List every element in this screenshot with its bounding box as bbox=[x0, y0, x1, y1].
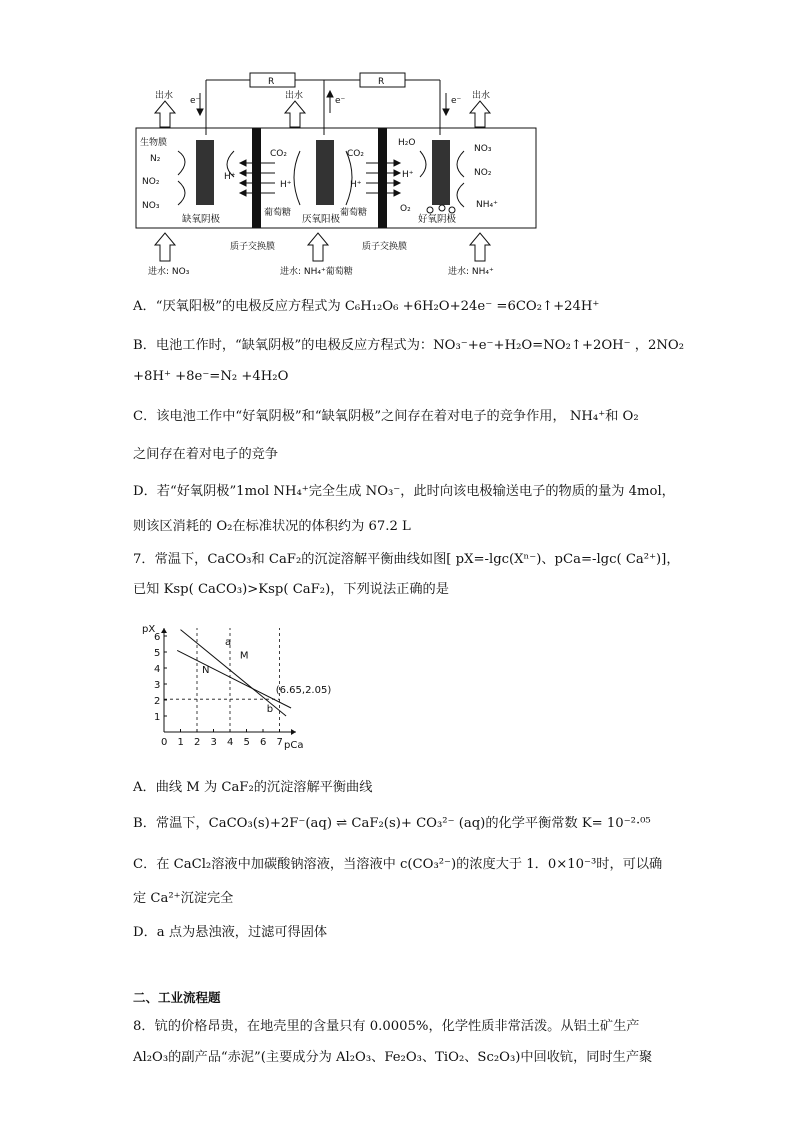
y-tick-label: 6 bbox=[154, 632, 161, 643]
outlet-arrow-middle bbox=[285, 101, 305, 127]
svg-text:e⁻: e⁻ bbox=[451, 96, 462, 106]
svg-text:H⁺: H⁺ bbox=[350, 180, 362, 190]
outlet-arrow-left bbox=[155, 101, 175, 127]
inlet-arrow-left bbox=[155, 233, 175, 261]
svg-text:e⁻: e⁻ bbox=[335, 96, 346, 106]
svg-text:H₂O: H₂O bbox=[398, 138, 416, 148]
inlet-left-label: 进水: NO₃ bbox=[148, 267, 190, 277]
q8-line2: Al₂O₃的副产品“赤泥”(主要成分为 Al₂O₃、Fe₂O₃、TiO₂、Sc₂O₃)中回收钪，同时生产聚 bbox=[133, 1050, 653, 1065]
electrode-left-label: 缺氧阴极 bbox=[182, 214, 221, 225]
x-tick-label: 3 bbox=[210, 737, 217, 748]
q6-option-d-line2: 则该区消耗的 O₂在标准状况的体积约为 67.2 L bbox=[133, 519, 411, 534]
q7-stem-line1: 7．常温下，CaCO₃和 CaF₂的沉淀溶解平衡曲线如图[ pX=-lgc(Xⁿ⁻)、pCa=-lgc( Ca²⁺)]， bbox=[133, 552, 680, 567]
y-tick-label: 5 bbox=[154, 648, 161, 659]
svg-text:NO₃: NO₃ bbox=[142, 201, 160, 211]
q7-option-c-line1: C．在 CaCl₂溶液中加碳酸钠溶液，当溶液中 c(CO₃²⁻)的浓度大于 1．0×10⁻³时，可以确 bbox=[133, 857, 663, 872]
x-axis-arrow bbox=[291, 729, 296, 735]
y-tick-label: 3 bbox=[154, 680, 161, 691]
q8-line1: 8．钪的价格昂贵，在地壳里的含量只有 0.0005%，化学性质非常活泼。从铝土矿生产 bbox=[133, 1019, 640, 1034]
x-tick-label: 0 bbox=[161, 737, 168, 748]
svg-text:NH₄⁺: NH₄⁺ bbox=[476, 200, 498, 210]
series-line-M bbox=[181, 630, 287, 716]
x-tick-label: 5 bbox=[243, 737, 250, 748]
resistor-label-left: R bbox=[268, 77, 275, 87]
inlet-right-label: 进水: NH₄⁺ bbox=[448, 267, 494, 277]
y-tick-label: 1 bbox=[154, 712, 161, 723]
y-axis-label: pX bbox=[142, 624, 156, 635]
q7-option-c-line2: 定 Ca²⁺沉淀完全 bbox=[133, 891, 234, 906]
x-tick-label: 2 bbox=[194, 737, 201, 748]
electrode-middle-label: 厌氧阳极 bbox=[302, 214, 341, 225]
q7-stem-line2: 已知 Ksp( CaCO₃)>Ksp( CaF₂)，下列说法正确的是 bbox=[133, 582, 449, 597]
q6-option-d-line1: D．若“好氧阴极”1mol NH₄⁺完全生成 NO₃⁻，此时向该电极输送电子的物质的量为 4mol， bbox=[133, 484, 675, 499]
q7-option-b: B．常温下，CaCO₃(s)+2F⁻(aq) ⇌ CaF₂(s)+ CO₃²⁻ (aq)的化学平衡常数 K= 10⁻²·⁰⁵ bbox=[133, 816, 651, 831]
svg-text:生物膜: 生物膜 bbox=[140, 138, 168, 148]
fuel-cell-diagram bbox=[130, 65, 660, 280]
solubility-chart bbox=[132, 610, 352, 750]
svg-text:出水: 出水 bbox=[155, 91, 174, 101]
point-label-b: b bbox=[266, 704, 274, 716]
svg-text:NO₃: NO₃ bbox=[474, 144, 492, 154]
section-title: 二、工业流程题 bbox=[133, 990, 221, 1005]
x-tick-label: 4 bbox=[227, 737, 234, 748]
svg-text:葡萄糖: 葡萄糖 bbox=[340, 208, 368, 218]
point-label-a: a bbox=[225, 637, 232, 649]
inlet-middle-label: 进水: NH₄⁺葡萄糖 bbox=[280, 267, 353, 277]
x-axis-label: pCa bbox=[284, 740, 304, 750]
x-tick-label: 6 bbox=[260, 737, 267, 748]
q6-option-c-line1: C．该电池工作中“好氧阴极”和“缺氧阴极”之间存在着对电子的竞争作用， NH₄⁺和 O₂ bbox=[133, 409, 639, 424]
series-label-M: M bbox=[239, 650, 249, 662]
q7-option-d: D．a 点为悬浊液，过滤可得固体 bbox=[133, 925, 328, 940]
resistor-label-right: R bbox=[378, 77, 385, 87]
q6-option-b-line1: B．电池工作时，“缺氧阴极”的电极反应方程式为：NO₃⁻+e⁻+H₂O=NO₂↑+2OH⁻ ，2NO₂ bbox=[133, 338, 685, 353]
y-axis-arrow bbox=[161, 628, 167, 633]
inlet-arrow-right bbox=[470, 233, 490, 261]
q6-option-c-line2: 之间存在着对电子的竞争 bbox=[133, 447, 279, 462]
outlet-arrow-right bbox=[470, 101, 490, 127]
svg-text:葡萄糖: 葡萄糖 bbox=[264, 208, 292, 218]
membrane-left bbox=[252, 128, 261, 228]
x-tick-label: 1 bbox=[177, 737, 184, 748]
membrane-right bbox=[378, 128, 387, 228]
electrode-middle bbox=[316, 140, 334, 205]
electrode-right-label: 好氧阴极 bbox=[418, 214, 457, 225]
svg-text:H⁺: H⁺ bbox=[402, 170, 414, 180]
svg-text:e⁻: e⁻ bbox=[190, 96, 201, 106]
point-label-coords: (6.65,2.05) bbox=[275, 685, 332, 697]
svg-text:H⁺: H⁺ bbox=[280, 180, 292, 190]
svg-text:质子交换膜: 质子交换膜 bbox=[230, 242, 276, 252]
svg-text:出水: 出水 bbox=[285, 91, 304, 101]
electrode-right bbox=[432, 140, 450, 205]
electrode-left bbox=[196, 140, 214, 205]
x-tick-label: 7 bbox=[276, 737, 283, 748]
y-tick-label: 4 bbox=[154, 664, 161, 675]
q7-option-a: A．曲线 M 为 CaF₂的沉淀溶解平衡曲线 bbox=[133, 780, 373, 795]
svg-text:出水: 出水 bbox=[472, 91, 491, 101]
series-label-N: N bbox=[201, 664, 210, 676]
svg-text:N₂: N₂ bbox=[150, 154, 161, 164]
external-circuit bbox=[206, 73, 440, 135]
svg-text:CO₂: CO₂ bbox=[270, 149, 287, 159]
inlet-arrow-middle bbox=[308, 233, 328, 261]
q6-option-b-line2: +8H⁺ +8e⁻=N₂ +4H₂O bbox=[133, 369, 289, 384]
q6-option-a: A．“厌氧阳极”的电极反应方程式为 C₆H₁₂O₆ +6H₂O+24e⁻ =6CO₂↑+24H⁺ bbox=[133, 299, 600, 314]
svg-text:CO₂: CO₂ bbox=[347, 149, 364, 159]
svg-text:NO₂: NO₂ bbox=[474, 168, 492, 178]
svg-text:质子交换膜: 质子交换膜 bbox=[362, 242, 408, 252]
y-tick-label: 2 bbox=[154, 696, 161, 707]
svg-text:NO₂: NO₂ bbox=[142, 177, 160, 187]
svg-text:O₂: O₂ bbox=[400, 204, 411, 214]
svg-text:H⁺: H⁺ bbox=[224, 172, 236, 182]
